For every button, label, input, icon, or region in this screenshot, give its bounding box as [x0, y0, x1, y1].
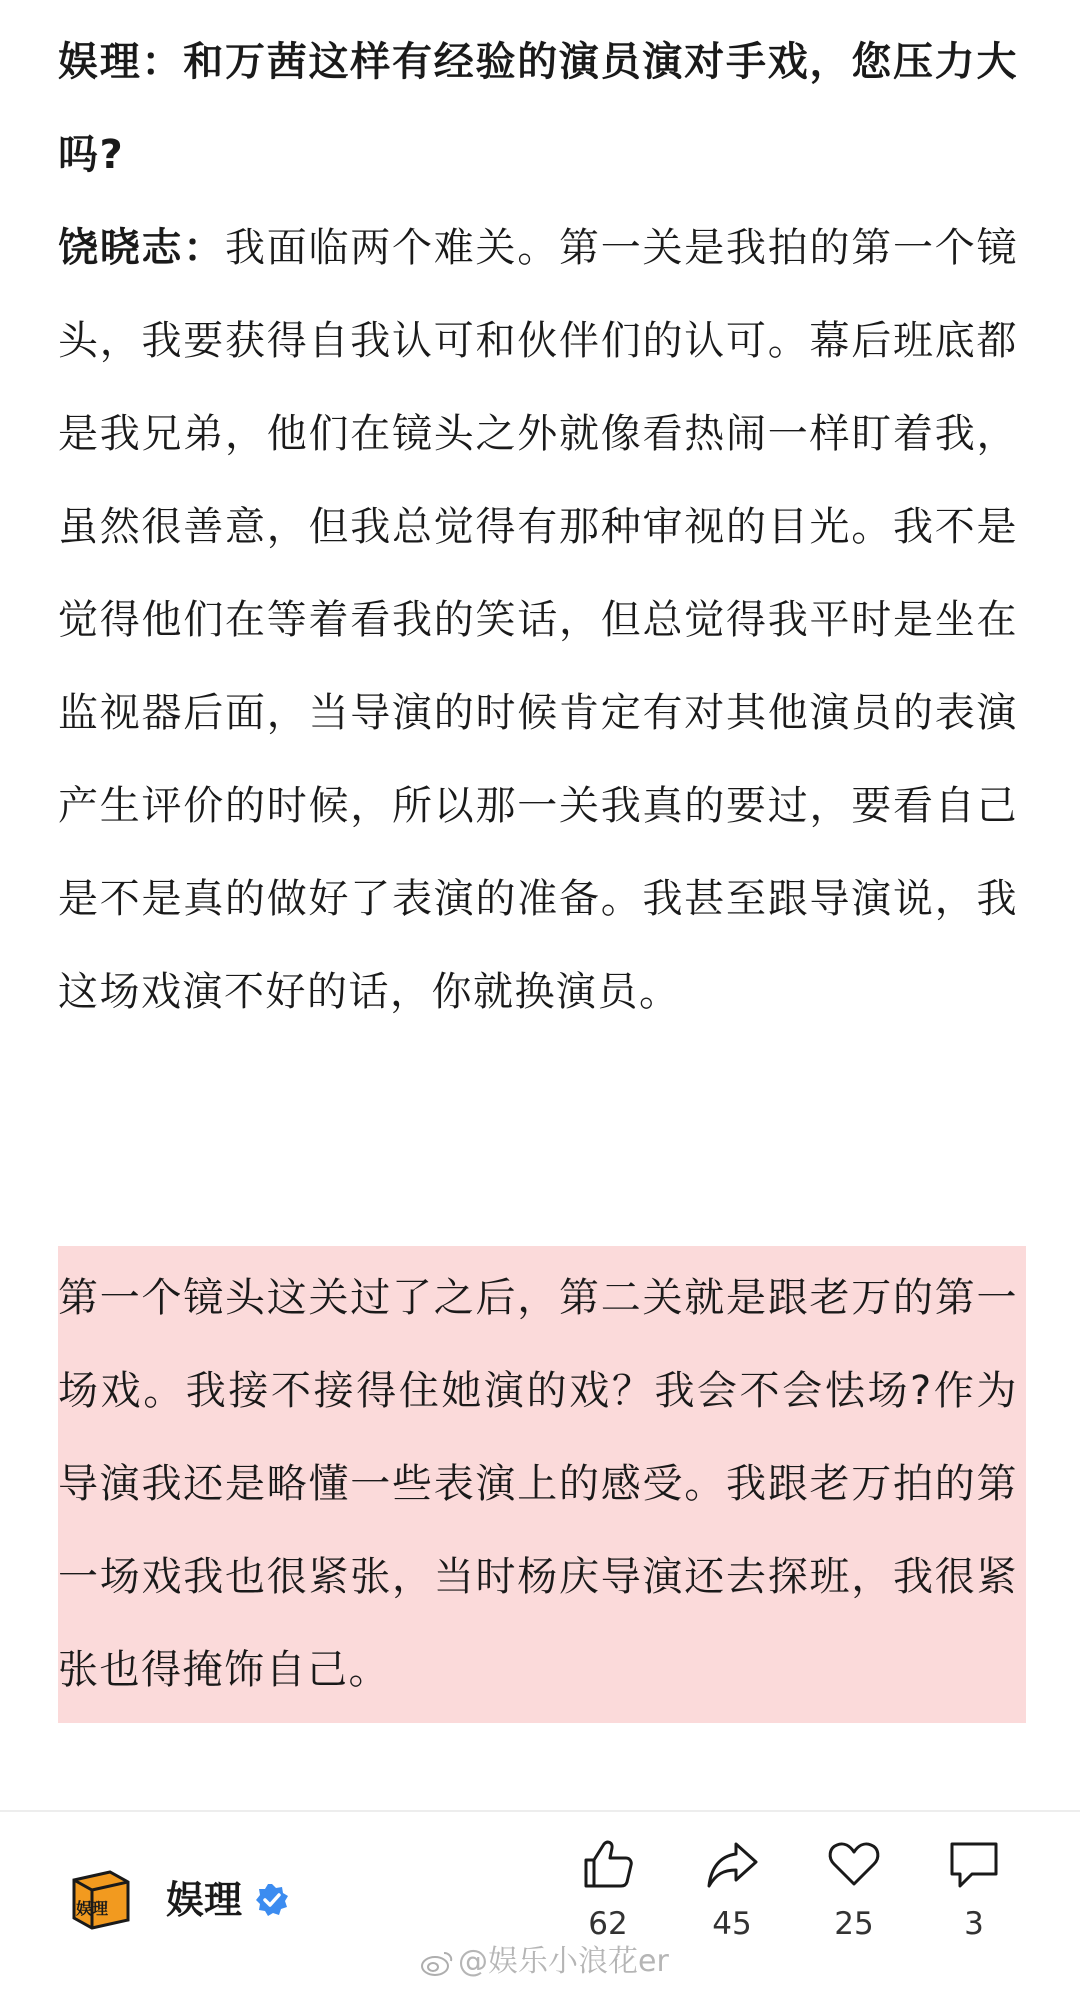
- watermark: [420, 1942, 669, 1982]
- verified-badge-icon: [254, 1882, 290, 1918]
- watermark-text: @娱乐小浪花er: [458, 1944, 669, 1979]
- post-footer: [0, 1812, 1080, 1990]
- share-arrow-icon: [704, 1836, 760, 1892]
- answer-paragraph: [58, 202, 1018, 1039]
- favorite-button[interactable]: [804, 1836, 904, 1944]
- share-button[interactable]: [682, 1836, 782, 1944]
- heart-icon: [826, 1836, 882, 1892]
- share-count: 45: [712, 1906, 752, 1942]
- logo-text: 娱理: [76, 1899, 109, 1918]
- thumbs-up-icon: [580, 1836, 636, 1892]
- comment-bubble-icon: [946, 1836, 1002, 1892]
- highlighted-paragraph: [58, 1246, 1026, 1723]
- like-count: 62: [588, 1906, 628, 1942]
- like-button[interactable]: [558, 1836, 658, 1944]
- favorite-count: 25: [834, 1906, 874, 1942]
- question-text: 和万茜这样有经验的演员演对手戏，您压力大吗?: [58, 39, 1018, 178]
- weibo-logo-icon: [420, 1949, 454, 1977]
- comment-count: 3: [964, 1906, 984, 1942]
- comment-button[interactable]: [924, 1836, 1024, 1944]
- article-body: [58, 16, 1018, 1039]
- highlighted-text: 第一个镜头这关过了之后，第二关就是跟老万的第一场戏。我接不接得住她演的戏？我会不会怯场?作为导演我还是略懂一些表演上的感受。我跟老万拍的第一场戏我也很紧张，当时杨庆导演还去探班，我很紧张也得掩饰自己。: [58, 1275, 1018, 1693]
- question-paragraph: [58, 16, 1018, 202]
- author-name[interactable]: 娱理: [166, 1878, 243, 1922]
- interviewee-label: 饶晓志：: [58, 225, 225, 271]
- answer-text: 我面临两个难关。第一关是我拍的第一个镜头，我要获得自我认可和伙伴们的认可。幕后班底都是我兄弟，他们在镜头之外就像看热闹一样盯着我，虽然很善意，但我总觉得有那种审视的目光。我不是觉得他们在等着看我的笑话，但总觉得我平时是坐在监视器后面，当导演的时候肯定有对其他演员的表演产生评价的时候，所以那一关我真的要过，要看自己是不是真的做好了表演的准备。我甚至跟导演说，我这场戏演不好的话，你就换演员。: [58, 225, 1018, 1015]
- author-logo[interactable]: [66, 1866, 134, 1934]
- interviewer-label: 娱理：: [58, 39, 184, 85]
